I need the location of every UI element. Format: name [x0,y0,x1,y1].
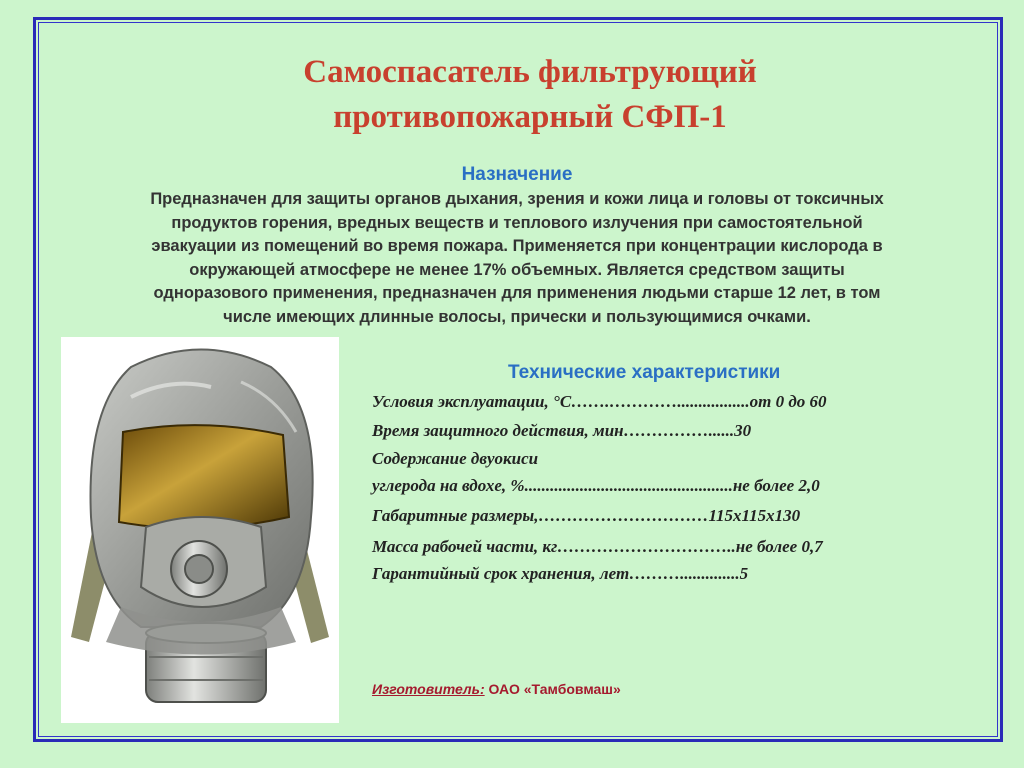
spec-dimensions: Габаритные размеры,…………………………115х115х130 [372,506,801,525]
manufacturer-name: ОАО «Тамбовмаш» [488,681,621,697]
purpose-line: Предназначен для защиты органов дыхания, зрения и кожи лица и головы от токсичных [150,190,884,208]
respirator-photo [61,337,339,723]
purpose-line: одноразового применения, предназначен для применения людьми старше 12 лет, в том [153,284,881,303]
manufacturer-label: Изготовитель: [372,681,485,697]
purpose-paragraph [50,188,984,330]
purpose-line: эвакуации из помещений во время пожара. Применяется при концентрации кислорода в [151,237,883,256]
title-line-1: Самоспасатель фильтрующий [303,54,757,90]
specs-heading: Технические характеристики [508,362,781,383]
purpose-line: окружающей атмосфере не менее 17% объемных. Является средством защиты [189,260,845,279]
spec-warranty: Гарантийный срок хранения, лет………..............5 [372,564,749,583]
spec-mass: Масса рабочей части, кг…………………………..не более 0,7 [372,537,823,556]
purpose-heading: Назначение [461,164,573,185]
manufacturer [372,681,621,697]
spec-protection-time: Время защитного действия, мин……………......30 [372,421,752,440]
purpose-line: продуктов горения, вредных веществ и теплового излучения при самостоятельной [171,213,863,232]
respirator-hood-image [61,337,339,723]
spec-co2-content-label: Содержание двуокиси [372,449,539,468]
purpose-line: числе имеющих длинные волосы, прически и пользующимися очками. [223,307,811,326]
title-line-2: противопожарный СФП-1 [333,99,727,135]
spec-operating-conditions: Условия эксплуатации, °С…….………….................от 0 до 60 [372,392,827,411]
spec-co2-content-value: углерода на вдохе, %.................................................не более 2,0 [372,476,820,495]
